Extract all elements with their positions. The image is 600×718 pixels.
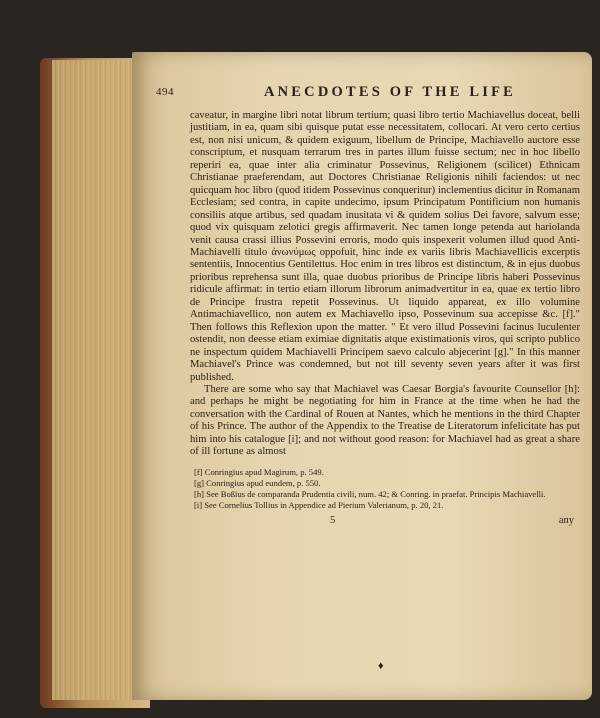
- running-head: ANECDOTES OF THE LIFE: [263, 84, 517, 100]
- page-header: [156, 84, 580, 104]
- footnote-f: [f] Conringius apud Magirum, p. 549.: [194, 466, 324, 477]
- page-number: 494: [156, 86, 174, 98]
- paragraph-2: There are some who say that Machiavel was Caesar Borgia's favourite Counsellor [h]: and perhaps he might be negotiating for him in France at the time when he had the conversation with the Cardinal of Rouen at Nantes, which he mentions in the third Chapter of his Prince. The author of the Appendix to the Treatise de Literatorum infelicitate has put him into his catalogue [i]; and not without good reason: for Machiavel had as great a share of ill fortune as almost: [190, 383, 580, 458]
- book-page: [132, 52, 592, 700]
- catch-row: [190, 515, 580, 531]
- footnote-g: [g] Conringius apud eundem, p. 550.: [194, 477, 321, 488]
- footnote-i: [i] See Cornelius Tollius in Appendice ad Pierium Valerianum, p. 20, 21.: [194, 499, 444, 510]
- body-text: [190, 110, 580, 459]
- ornament-icon: ♦: [378, 660, 384, 672]
- footnotes: [190, 467, 580, 511]
- page-content: [156, 84, 580, 684]
- signature-mark: 5: [330, 514, 336, 526]
- catchword: any: [558, 514, 574, 526]
- footnote-h: [h] See Boßius de comparanda Prudentia civili, num. 42; & Conring. in praefat. Principis Machiavelli.: [194, 488, 546, 499]
- paragraph-1: caveatur, in margine libri notat librum tertium; quasi libro tertio Machiavellus doceat, belli justitiam, in ea, quam sibi quisque putat esse necessitatem, collocari. At vero certo certius est, non nisi unicum, & quidem exiguum, libellum de Principe, Machiavello auctore esse conscriptum, et nusquam terrarum tres in partes illum fuisse sectum; nec in hoc libello reperiri ea, quae inter alia criminatur Possevinus, Religionem (scilicet) Ethnicam Christianae praeferendam, aut Doctores Christianae Religionis nihili faciendos: ut nec quicquam hoc libro (quod itidem Possevinus conqueritur) inclementius dicitur in Romanam Ecclesiam; sed contra, in capite undecimo, ipsum Principatum Pontificium non humanis consiliis atque artibus, sed quadam inusitata vi & quidem solius Dei favore, salvum esse; quod vix quisquam zelotici gregis affirmaverit. Nec tamen longe petenda aut hariolanda venit causa crassi illius Possevini erroris, modo quis inspexerit volumen illud quod Anti-Machiavelli titulo ἀνωνύμως oppofuit, hinc inde ex variis libris Machiavellicis excerptis sententiis, Innocentius Gentilettus. Hoc enim in tres libros est distinctum, & in ejus duobus prioribus reprehensa sunt illa, quae duobus prioribus de Principe libris haberi Possevinus ridicule affirmat: in tertio etiam illorum librorum animadvertitur in ea, quae ex tertio libro de Principe frustra repetit Possevinus. Ut liquido appareat, ex illo volumine Antimachiavellico, non autem ex Machiavello ipso, Possevinum sua accepisse &c. [f]." Then follows this Reflexion upon the matter. " Et vero illud Possevini facinus luculenter ostendit, non deesse etiam eximiae dignitatis atque existimationis viros, qui scripto publico ne inspectum quidem Machiavelli Principem saevo calculo abjecerint [g]." In this manner Machiavel's Prince was condemned, but not till seventy seven years after it was first published.: [190, 110, 580, 383]
